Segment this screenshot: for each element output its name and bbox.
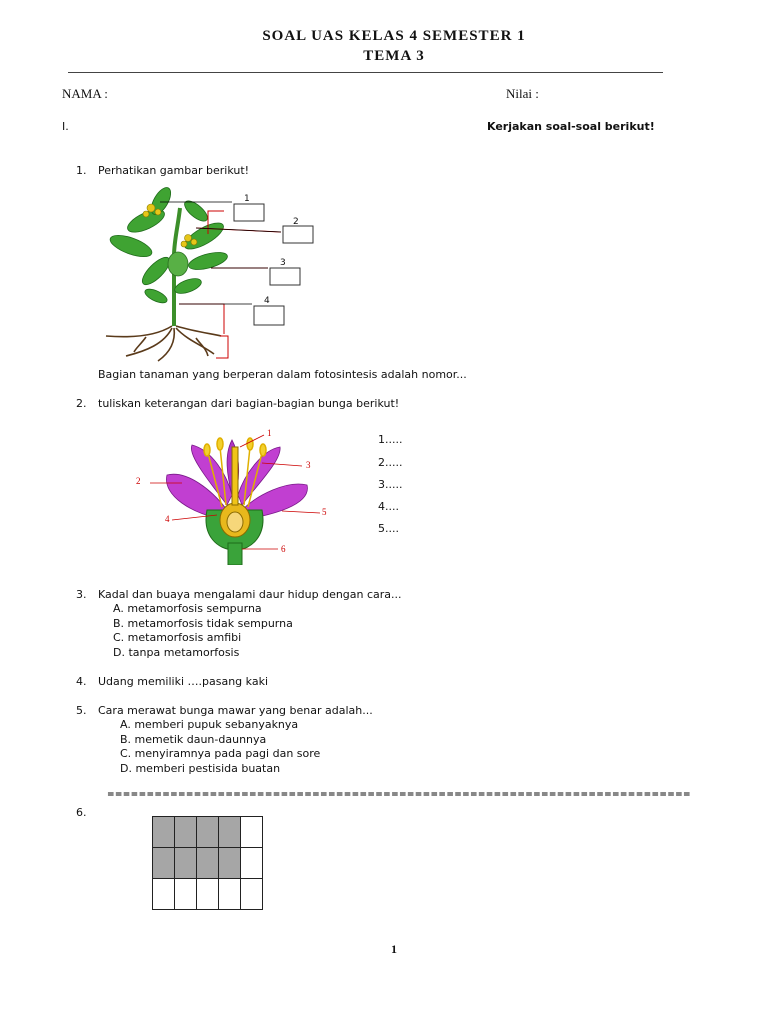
grid-cell-empty — [197, 879, 219, 910]
answer-box-4 — [254, 306, 284, 325]
name-label: NAMA : — [62, 86, 108, 101]
flower-label-2: 2 — [136, 476, 141, 486]
q5-option-c: C. menyiramnya pada pagi dan sore — [120, 747, 321, 760]
q5-option-b: B. memetik daun-daunnya — [120, 733, 267, 746]
grid-cell-empty — [241, 879, 263, 910]
flower-label-4: 4 — [165, 514, 170, 524]
flower-label-3: 3 — [306, 460, 311, 470]
q3-option-d: D. tanpa metamorfosis — [113, 646, 240, 659]
grid-cell-shaded — [175, 848, 197, 879]
plant-leaves — [108, 186, 230, 306]
plant-roots — [106, 326, 221, 361]
q3-option-b: B. metamorfosis tidak sempurna — [113, 617, 293, 630]
fraction-grid — [152, 816, 263, 910]
q2-answer-4: 4.... — [378, 500, 399, 513]
section-instruction: Kerjakan soal-soal berikut! — [487, 120, 655, 133]
answer-box-1 — [234, 204, 264, 221]
q6-number: 6. — [76, 806, 87, 819]
answer-box-3 — [270, 268, 300, 285]
q2-answer-5: 5.... — [378, 522, 399, 535]
q1-number: 1. — [76, 164, 87, 177]
page-number: 1 — [391, 942, 397, 956]
grid-cell-shaded — [153, 817, 175, 848]
q3-text: Kadal dan buaya mengalami daur hidup dengan cara... — [98, 588, 402, 601]
q2-answer-1: 1..... — [378, 433, 403, 446]
grid-cell-empty — [153, 879, 175, 910]
q2-number: 2. — [76, 397, 87, 410]
plant-fruit — [168, 252, 188, 276]
header-divider — [68, 72, 663, 73]
q1-text: Perhatikan gambar berikut! — [98, 164, 250, 177]
q3-option-c: C. metamorfosis amfibi — [113, 631, 242, 644]
q4-number: 4. — [76, 675, 87, 688]
plant-label-4: 4 — [264, 296, 270, 306]
q3-number: 3. — [76, 588, 87, 601]
flower-diagram — [132, 425, 342, 565]
plant-label-1: 1 — [244, 194, 250, 204]
flower-label-1: 1 — [267, 428, 272, 438]
grid-cell-empty — [175, 879, 197, 910]
q2-answer-3: 3..... — [378, 478, 403, 491]
q5-text: Cara merawat bunga mawar yang benar adalah... — [98, 704, 373, 717]
section-number: I. — [62, 120, 69, 133]
plant-diagram — [96, 186, 326, 364]
q2-answer-2: 2..... — [378, 456, 403, 469]
grid-cell-shaded — [197, 848, 219, 879]
q1-prompt: Bagian tanaman yang berperan dalam fotosintesis adalah nomor... — [98, 368, 467, 381]
grid-cell-empty — [241, 848, 263, 879]
page-subtitle: TEMA 3 — [363, 48, 425, 64]
flower-label-6: 6 — [281, 544, 286, 554]
grid-cell-empty — [219, 879, 241, 910]
page-title: SOAL UAS KELAS 4 SEMESTER 1 — [262, 28, 526, 44]
plant-label-3: 3 — [280, 258, 286, 268]
flower-label-5: 5 — [322, 507, 327, 517]
q3-option-a: A. metamorfosis sempurna — [113, 602, 262, 615]
grid-cell-shaded — [153, 848, 175, 879]
grid-cell-shaded — [219, 817, 241, 848]
q5-option-a: A. memberi pupuk sebanyaknya — [120, 718, 299, 731]
score-label: Nilai : — [506, 86, 539, 101]
separator-line: ========================================================================== — [107, 790, 691, 800]
flower-pistil — [232, 447, 238, 505]
grid-cell-shaded — [197, 817, 219, 848]
flower-stalk — [228, 543, 242, 565]
q4-text: Udang memiliki ….pasang kaki — [98, 675, 269, 688]
grid-cell-empty — [241, 817, 263, 848]
q5-option-d: D. memberi pestisida buatan — [120, 762, 281, 775]
answer-box-2 — [283, 226, 313, 243]
q5-number: 5. — [76, 704, 87, 717]
grid-cell-shaded — [175, 817, 197, 848]
plant-label-2: 2 — [293, 217, 299, 227]
grid-cell-shaded — [219, 848, 241, 879]
q2-text: tuliskan keterangan dari bagian-bagian bunga berikut! — [98, 397, 400, 410]
